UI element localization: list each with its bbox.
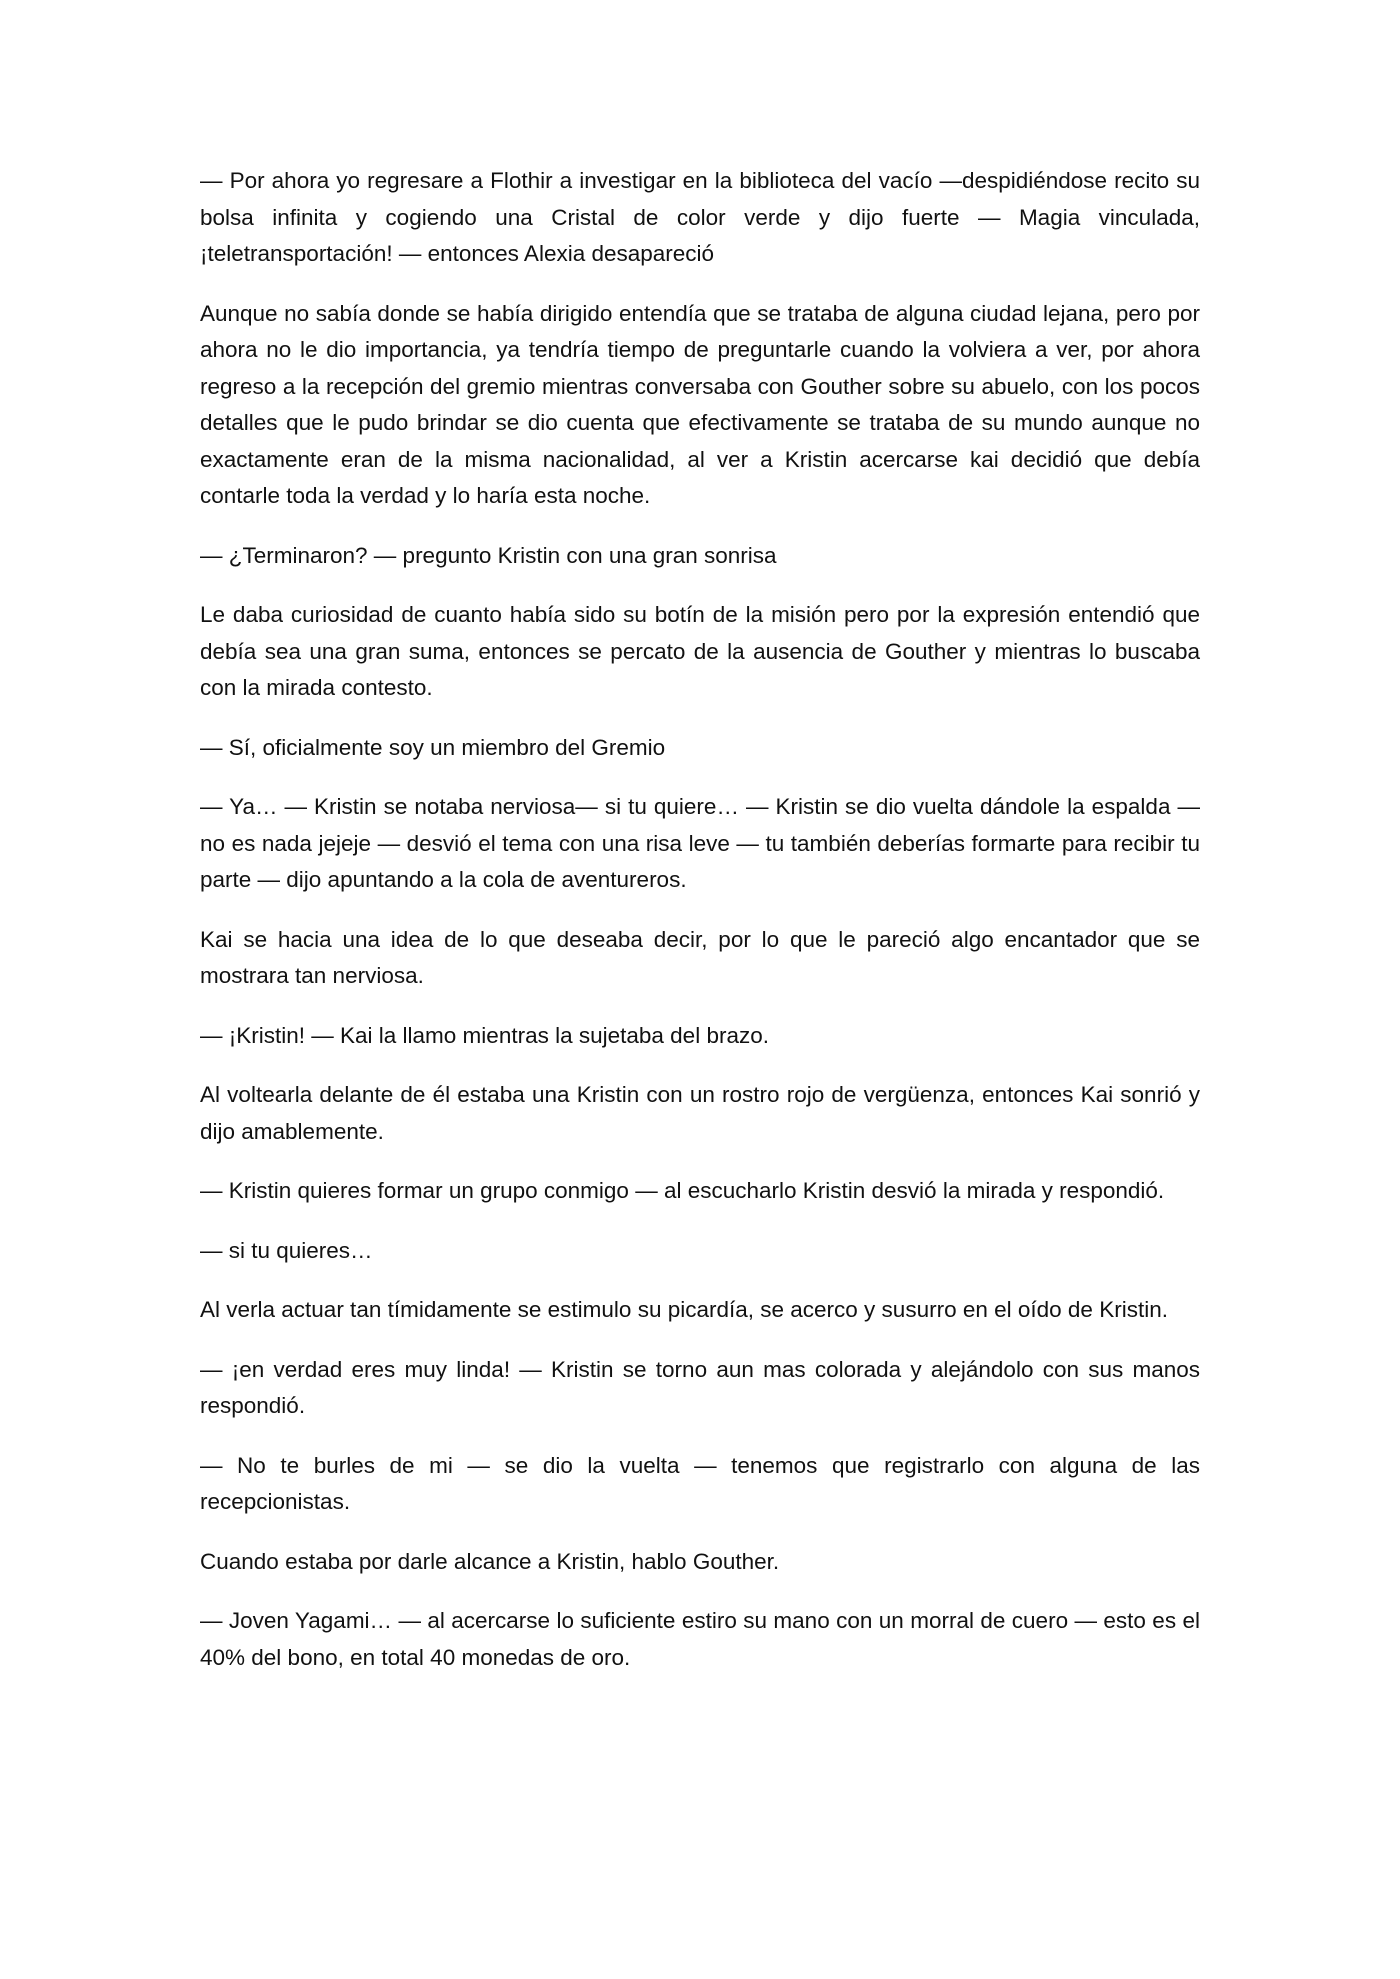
paragraph-10: — Kristin quieres formar un grupo conmigo — al escucharlo Kristin desvió la mirada y respondió. [200,1178,1165,1203]
paragraph-12: Al verla actuar tan tímidamente se estimulo su picardía, se acerco y susurro en el oído de Kristin. [200,1297,1168,1322]
paragraph-4: Le daba curiosidad de cuanto había sido su botín de la misión pero por la expresión entendió que debía sea una gran suma, entonces se percato de la ausencia de Gouther y mientras lo buscaba con la mirada contesto. [200,602,1200,700]
paragraph-9: Al voltearla delante de él estaba una Kristin con un rostro rojo de vergüenza, entonces Kai sonrió y dijo amablemente. [200,1082,1200,1144]
paragraph-8: — ¡Kristin! — Kai la llamo mientras la sujetaba del brazo. [200,1022,769,1048]
paragraph-6: — Ya… — Kristin se notaba nerviosa— si tu quiere… — Kristin se dio vuelta dándole la espalda —no es nada jejeje — desvió el tema con una risa leve — tu también deberías formarte para recibir tu parte — dijo apuntando a la cola de aventureros. [200,794,1200,892]
paragraph-13: — ¡en verdad eres muy linda! — Kristin se torno aun mas colorada y alejándolo con sus manos respondió. [200,1356,1200,1418]
paragraph-2: Aunque no sabía donde se había dirigido entendía que se trataba de alguna ciudad lejana, pero por ahora no le dio importancia, ya tendría tiempo de preguntarle cuando la volviera a ver, por ahora regreso a la recepción del gremio mientras conversaba con Gouther sobre su abuelo, con los pocos detalles que le pudo brindar se dio cuenta que efectivamente se trataba de su mundo aunque no exactamente eran de la misma nacionalidad, al ver a Kristin acercarse kai decidió que debía contarle toda la verdad y lo haría esta noche. [200,300,1200,508]
paragraph-7: Kai se hacia una idea de lo que deseaba decir, por lo que le pareció algo encantador que se mostrara tan nerviosa. [200,926,1200,988]
paragraph-14: — No te burles de mi — se dio la vuelta — tenemos que registrarlo con alguna de las recepcionistas. [200,1452,1200,1514]
paragraph-16: — Joven Yagami… — al acercarse lo suficiente estiro su mano con un morral de cuero — esto es el 40% del bono, en total 40 monedas de oro. [200,1608,1200,1670]
document-body [200,163,1200,1699]
paragraph-5: — Sí, oficialmente soy un miembro del Gremio [200,734,666,760]
paragraph-15: Cuando estaba por darle alcance a Kristin, hablo Gouther. [200,1548,780,1574]
paragraph-11: — si tu quieres… [200,1237,373,1263]
paragraph-1: — Por ahora yo regresare a Flothir a investigar en la biblioteca del vacío —despidiéndose recito su bolsa infinita y cogiendo una Cristal de color verde y dijo fuerte — Magia vinculada, ¡teletransportación! — entonces Alexia desapareció [200,168,1200,266]
paragraph-3: — ¿Terminaron? — pregunto Kristin con una gran sonrisa [200,542,777,568]
